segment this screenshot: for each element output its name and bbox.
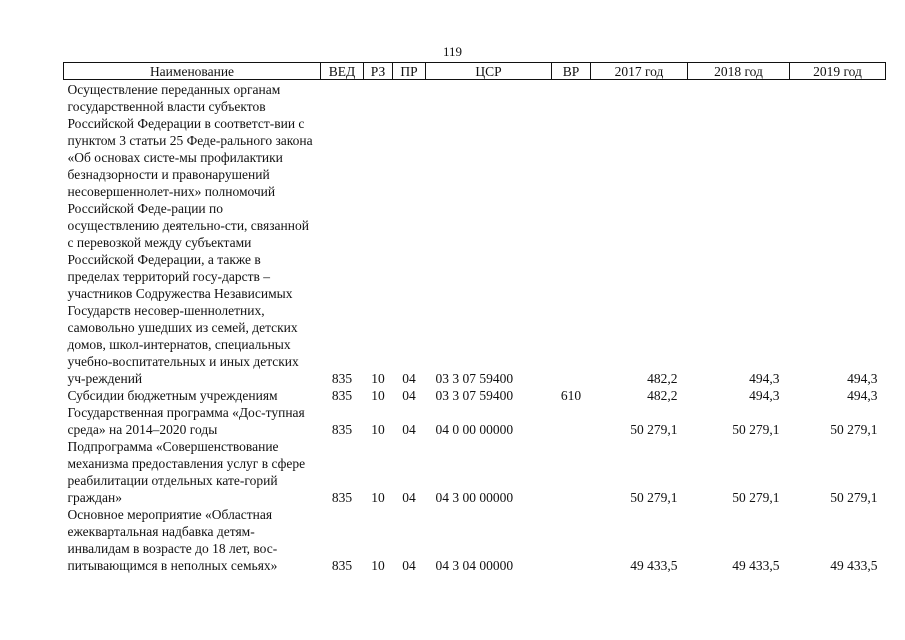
row-rz: 10: [371, 490, 385, 505]
row-vr: [552, 438, 591, 506]
row-rz: 10: [371, 371, 385, 386]
row-ved: 835: [331, 388, 353, 403]
row-2019: 50 279,1: [830, 490, 878, 505]
row-2017: 482,2: [647, 371, 678, 386]
row-2017: 50 279,1: [630, 422, 678, 437]
header-2017: 2017 год: [591, 63, 688, 80]
row-2019: 49 433,5: [830, 558, 878, 573]
table-row: [64, 387, 886, 404]
row-2017: 50 279,1: [630, 490, 678, 505]
row-2018: 50 279,1: [732, 490, 780, 505]
table-header: [64, 63, 886, 80]
row-name: Осуществление переданных органам государственной власти субъектов Российской Федерации в соответст-вии с пунктом 3 статьи 25 Феде-рального закона «Об основах систе-мы профилактики безнадзорности и правонарушений несовершеннолет-них» полномочий Российской Феде-рации по осуществлению деятельно-сти, связанной с перевозкой между субъектами Российской Федерации, а также в пределах территорий госу-дарств – участников Содружества Независимых Государств несовер-шеннолетних, самовольно ушедших из семей, детских домов, школ-интернатов, специальных учебно-воспитательных и иных детских уч-реждений: [67, 82, 313, 386]
row-name: Основное мероприятие «Областная ежеквартальная надбавка детям-инвалидам в возрасте до 18 лет, вос-питывающимся в неполных семьях»: [67, 507, 278, 573]
row-pr: 04: [402, 422, 416, 437]
row-2018: 494,3: [749, 371, 780, 386]
row-2019: 494,3: [847, 371, 878, 386]
row-ved: 835: [331, 422, 353, 437]
row-ved: 835: [331, 490, 353, 505]
row-rz: 10: [371, 422, 385, 437]
header-pr: ПР: [393, 63, 426, 80]
row-name: Государственная программа «Дос-тупная среда» на 2014–2020 годы: [67, 405, 305, 437]
table-body: [64, 80, 886, 575]
row-2018: 50 279,1: [732, 422, 780, 437]
table-row: [64, 438, 886, 506]
header-csr: ЦСР: [426, 63, 552, 80]
row-pr: 04: [402, 490, 416, 505]
row-rz: 10: [371, 388, 385, 403]
row-2019: 494,3: [847, 388, 878, 403]
header-2018: 2018 год: [688, 63, 790, 80]
row-2019: 50 279,1: [830, 422, 878, 437]
row-pr: 04: [402, 371, 416, 386]
row-vr: 610: [560, 388, 582, 403]
row-ved: 835: [331, 558, 353, 573]
budget-table: [63, 62, 886, 574]
row-csr: 03 3 07 59400: [435, 371, 514, 386]
row-2018: 494,3: [749, 388, 780, 403]
row-csr: 04 3 04 00000: [435, 558, 514, 573]
row-csr: 04 0 00 00000: [435, 422, 514, 437]
row-vr: [552, 80, 591, 388]
row-pr: 04: [402, 388, 416, 403]
row-name: Подпрограмма «Совершенствование механизма предоставления услуг в сфере реабилитации отдельных кате-горий граждан»: [67, 439, 306, 505]
table-row: [64, 404, 886, 438]
header-vr: ВР: [552, 63, 591, 80]
header-ved: ВЕД: [321, 63, 364, 80]
header-row: [64, 63, 886, 80]
row-name: Субсидии бюджетным учреждениям: [67, 388, 278, 403]
row-ved: 835: [331, 371, 353, 386]
header-2019: 2019 год: [790, 63, 886, 80]
row-2017: 49 433,5: [630, 558, 678, 573]
header-rz: РЗ: [364, 63, 393, 80]
row-csr: 04 3 00 00000: [435, 490, 514, 505]
row-2017: 482,2: [647, 388, 678, 403]
row-vr: [552, 404, 591, 438]
row-vr: [552, 506, 591, 574]
row-pr: 04: [402, 558, 416, 573]
row-rz: 10: [371, 558, 385, 573]
page-number: 119: [442, 44, 463, 59]
table-row: [64, 506, 886, 574]
table-row: [64, 80, 886, 388]
header-name: Наименование: [64, 63, 321, 80]
row-2018: 49 433,5: [732, 558, 780, 573]
row-csr: 03 3 07 59400: [435, 388, 514, 403]
